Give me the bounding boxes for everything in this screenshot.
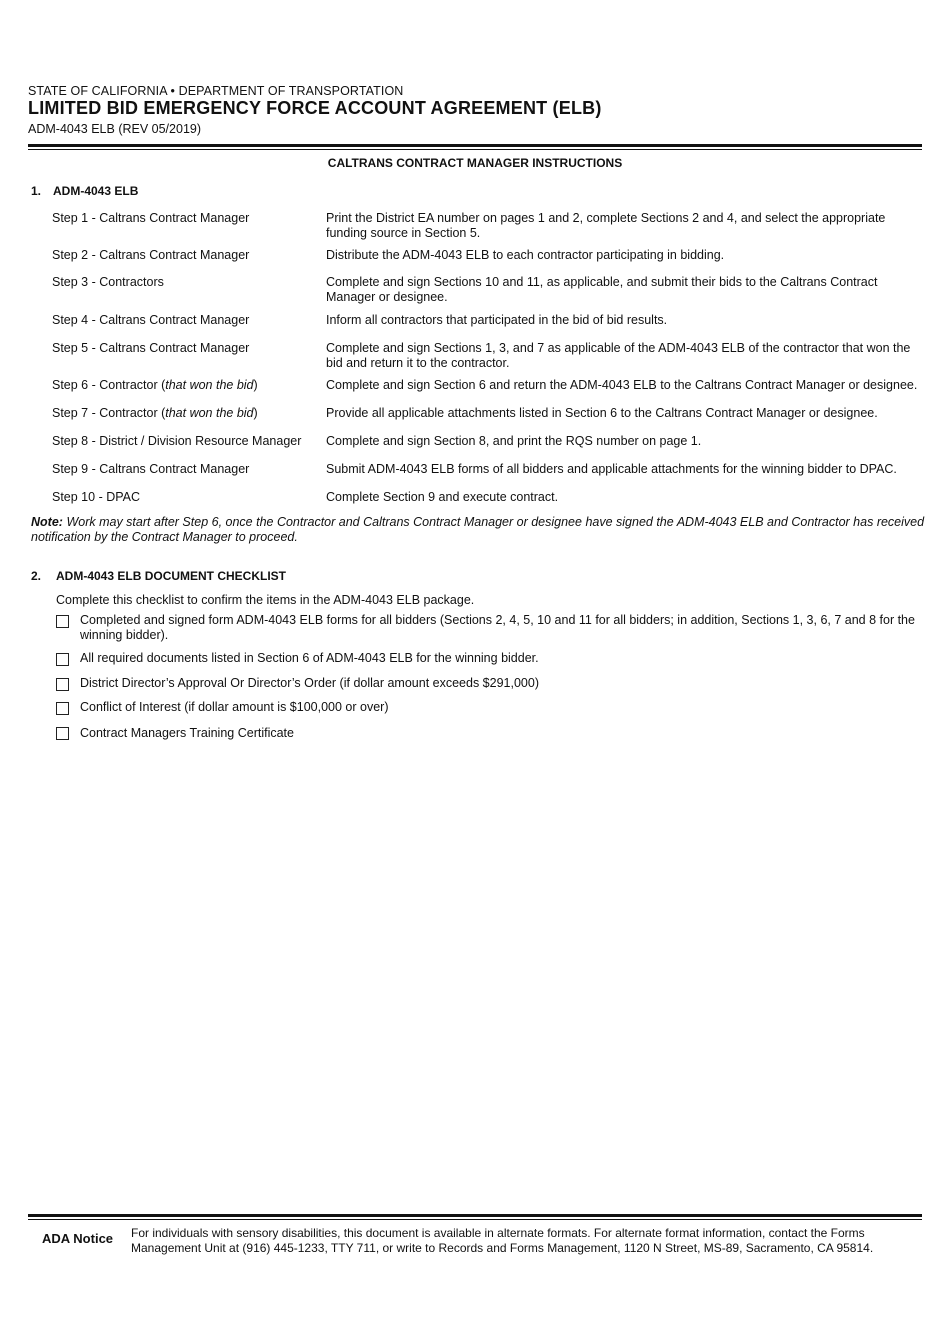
step-6-label: Step 6 - Contractor (that won the bid) bbox=[52, 378, 258, 392]
checklist-checkbox[interactable] bbox=[56, 727, 69, 740]
header-rule-thick bbox=[28, 144, 922, 147]
step-4-desc: Inform all contractors that participated in the bid of bid results. bbox=[326, 313, 668, 327]
step-3-label: Step 3 - Contractors bbox=[52, 275, 164, 289]
checklist-checkbox[interactable] bbox=[56, 615, 69, 628]
step-6-desc: Complete and sign Section 6 and return the ADM-4043 ELB to the Caltrans Contract Manager or designee. bbox=[326, 378, 918, 392]
section-2-heading bbox=[31, 569, 286, 583]
step-8-label: Step 8 - District / Division Resource Manager bbox=[52, 434, 302, 448]
ada-notice-label: ADA Notice bbox=[42, 1231, 114, 1246]
step-2-desc: Distribute the ADM-4043 ELB to each contractor participating in bidding. bbox=[326, 248, 725, 262]
section-2-title: ADM-4043 ELB DOCUMENT CHECKLIST bbox=[56, 569, 287, 583]
step-3-desc: Complete and sign Sections 10 and 11, as applicable, and submit their bids to the Caltrans Contract Manager or designee. bbox=[326, 275, 878, 304]
agency-line: STATE OF CALIFORNIA • DEPARTMENT OF TRANSPORTATION bbox=[28, 84, 404, 98]
step-10-label: Step 10 - DPAC bbox=[52, 490, 141, 504]
checklist-item-label: District Director’s Approval Or Director’s Order (if dollar amount exceeds $291,000) bbox=[80, 676, 539, 690]
instructions-heading: CALTRANS CONTRACT MANAGER INSTRUCTIONS bbox=[327, 156, 623, 170]
note-label: Note: bbox=[31, 515, 63, 529]
checklist-item-label: Conflict of Interest (if dollar amount is $100,000 or over) bbox=[80, 700, 389, 714]
checklist-checkbox[interactable] bbox=[56, 702, 69, 715]
checklist-item-label: Completed and signed form ADM-4043 ELB forms for all bidders (Sections 2, 4, 5, 10 and 11 for all bidders; in addition, Sections 1, 3, 6, 7 and 8 for the winning bidder). bbox=[80, 613, 915, 642]
step-2-label: Step 2 - Caltrans Contract Manager bbox=[52, 248, 250, 262]
form-number: ADM-4043 ELB (REV 05/2019) bbox=[28, 122, 202, 136]
work-start-note bbox=[31, 515, 926, 545]
ada-notice-text: For individuals with sensory disabilities, this document is available in alternate formats. For alternate format information, contact the Forms Management Unit at (916) 445-1233, TTY 711, or write to Records and Forms Management, 1120 N Street, MS-89, Sacramento, CA 95814. bbox=[131, 1226, 874, 1255]
step-5-label: Step 5 - Caltrans Contract Manager bbox=[52, 341, 250, 355]
checklist-checkbox[interactable] bbox=[56, 653, 69, 666]
step-9-desc: Submit ADM-4043 ELB forms of all bidders and applicable attachments for the winning bidder to DPAC. bbox=[326, 462, 897, 476]
footer-rule-thin bbox=[28, 1219, 922, 1220]
step-4-label: Step 4 - Caltrans Contract Manager bbox=[52, 313, 250, 327]
step-9-label: Step 9 - Caltrans Contract Manager bbox=[52, 462, 250, 476]
checklist-checkbox[interactable] bbox=[56, 678, 69, 691]
checklist-item-label: Contract Managers Training Certificate bbox=[80, 726, 294, 740]
step-1-label: Step 1 - Caltrans Contract Manager bbox=[52, 211, 250, 225]
step-5-desc: Complete and sign Sections 1, 3, and 7 as applicable of the ADM-4043 ELB of the contractor that won the bid and return it to the contractor. bbox=[326, 341, 911, 370]
step-8-desc: Complete and sign Section 8, and print the RQS number on page 1. bbox=[326, 434, 702, 448]
note-text: Work may start after Step 6, once the Contractor and Caltrans Contract Manager or designee have signed the ADM-4043 ELB and Contractor has received notification by the Contract Manager to proceed. bbox=[31, 515, 925, 544]
step-10-desc: Complete Section 9 and execute contract. bbox=[326, 490, 559, 504]
section-2-number: 2. bbox=[31, 569, 42, 583]
checklist-intro: Complete this checklist to confirm the items in the ADM-4043 ELB package. bbox=[56, 593, 475, 607]
checklist-item-label: All required documents listed in Section 6 of ADM-4043 ELB for the winning bidder. bbox=[80, 651, 539, 665]
header-rule-thin bbox=[28, 149, 922, 150]
step-7-desc: Provide all applicable attachments listed in Section 6 to the Caltrans Contract Manager or designee. bbox=[326, 406, 878, 420]
step-1-desc: Print the District EA number on pages 1 and 2, complete Sections 2 and 4, and select the appropriate funding source in Section 5. bbox=[326, 211, 886, 240]
step-7-label: Step 7 - Contractor (that won the bid) bbox=[52, 406, 258, 420]
footer-rule-thick bbox=[28, 1214, 922, 1217]
section-1-heading bbox=[31, 184, 138, 198]
section-1-number: 1. bbox=[31, 184, 42, 198]
section-1-title: ADM-4043 ELB bbox=[53, 184, 139, 198]
form-title: LIMITED BID EMERGENCY FORCE ACCOUNT AGREEMENT (ELB) bbox=[28, 98, 602, 118]
